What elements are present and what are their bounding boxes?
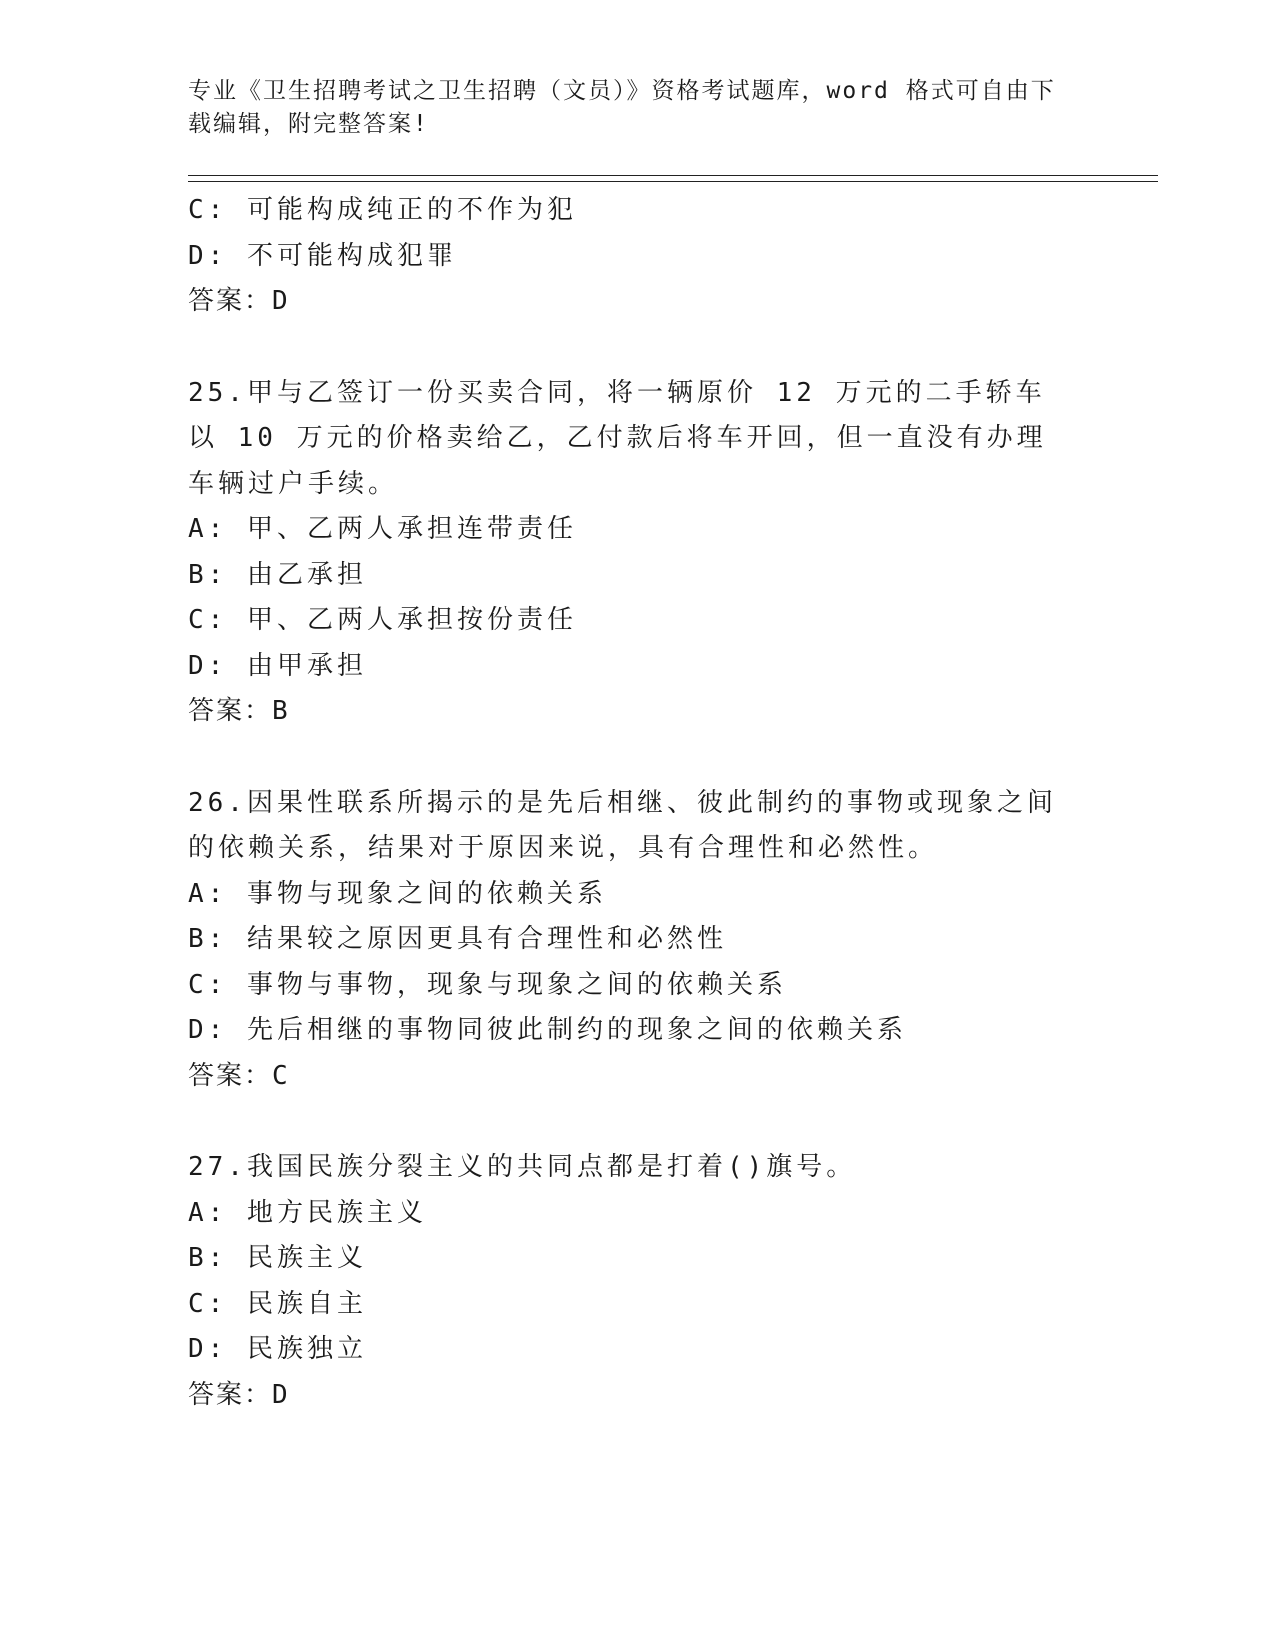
option-text: 由乙承担 (246, 559, 367, 590)
option-label: D: (188, 1015, 247, 1045)
option-text: 甲、乙两人承担按份责任 (246, 605, 577, 635)
option-text: 先后相继的事物同彼此制约的现象之间的依赖关系 (246, 1015, 907, 1045)
option-c (188, 1282, 1148, 1328)
option-label: D: (188, 1334, 247, 1364)
option-text: 不可能构成犯罪 (246, 240, 457, 271)
question-stem: 26.因果性联系所揭示的是先后相继、彼此制约的事物或现象之间的依赖关系，结果对于原因来说，具有合理性和必然性。 (188, 787, 1057, 863)
option-text: 甲、乙两人承担连带责任 (246, 514, 577, 544)
option-c (188, 598, 1148, 644)
document-body (188, 188, 1148, 1418)
option-label: A: (188, 1197, 247, 1228)
option-label: A: (188, 878, 247, 909)
option-text: 民族独立 (246, 1334, 367, 1364)
question-spacer (188, 325, 1148, 371)
question-stem: 27.我国民族分裂主义的共同点都是打着()旗号。 (188, 1152, 857, 1182)
option-c (188, 188, 1148, 234)
document-header: 专业《卫生招聘考试之卫生招聘（文员）》资格考试题库，word 格式可自由下载编辑，附完整答案! (188, 78, 1056, 137)
option-text: 民族自主 (246, 1288, 367, 1319)
question-25 (188, 371, 1148, 735)
option-label: A: (188, 514, 247, 544)
option-text: 结果较之原因更具有合理性和必然性 (246, 924, 727, 954)
answer-line: 答案：C (188, 1060, 290, 1091)
option-text: 事物与事物，现象与现象之间的依赖关系 (246, 969, 787, 1000)
question-continued (188, 188, 1148, 325)
option-d (188, 1008, 1148, 1054)
option-label: C: (188, 195, 247, 225)
option-label: D: (188, 240, 247, 271)
question-27 (188, 1145, 1148, 1418)
option-b (188, 553, 1148, 599)
option-label: C: (188, 1288, 247, 1319)
header-divider (188, 175, 1158, 182)
option-text: 地方民族主义 (246, 1197, 427, 1228)
question-spacer (188, 735, 1148, 781)
option-label: B: (188, 559, 247, 590)
option-text: 由甲承担 (246, 650, 367, 681)
option-text: 民族主义 (246, 1243, 367, 1273)
option-label: B: (188, 924, 247, 954)
option-label: C: (188, 969, 247, 1000)
answer-line: 答案：D (188, 1379, 290, 1410)
answer-line: 答案：B (188, 696, 290, 726)
option-d (188, 644, 1148, 690)
option-label: D: (188, 650, 247, 681)
option-label: C: (188, 605, 247, 635)
option-c (188, 963, 1148, 1009)
question-stem: 25.甲与乙签订一份买卖合同，将一辆原价 12 万元的二手轿车以 10 万元的价格卖给乙，乙付款后将车开回，但一直没有办理车辆过户手续。 (188, 377, 1047, 499)
question-spacer (188, 1099, 1148, 1145)
option-b (188, 917, 1148, 963)
answer-line: 答案：D (188, 286, 290, 316)
option-text: 事物与现象之间的依赖关系 (246, 878, 607, 909)
option-a (188, 1191, 1148, 1237)
option-text: 可能构成纯正的不作为犯 (246, 195, 577, 225)
option-a (188, 507, 1148, 553)
document-page (188, 70, 1148, 1418)
question-26 (188, 781, 1148, 1100)
option-b (188, 1236, 1148, 1282)
option-d (188, 1327, 1148, 1373)
option-a (188, 872, 1148, 918)
option-d (188, 234, 1148, 280)
option-label: B: (188, 1243, 247, 1273)
